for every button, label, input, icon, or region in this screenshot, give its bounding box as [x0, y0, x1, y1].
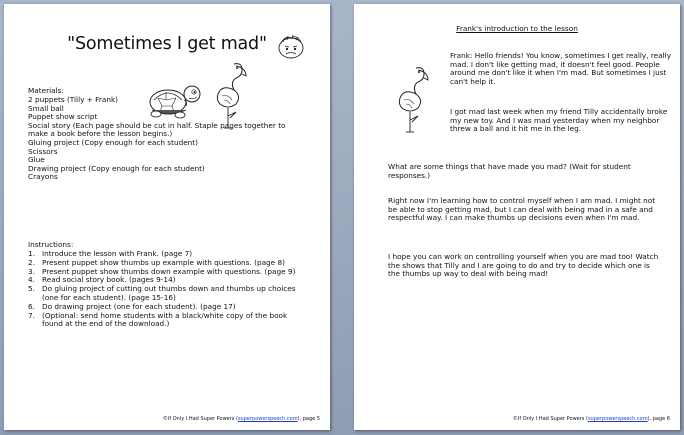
item-text: Do drawing project (one for each student). (page 17): [42, 301, 236, 311]
list-item: Gluing project (Copy enough for each student): [28, 137, 199, 147]
item-number: 3.: [28, 266, 35, 276]
item-text: Introduce the lesson with Frank. (page 7): [42, 249, 193, 258]
item-text: Read social story book. (pages 9-14): [42, 275, 176, 285]
item-number: 4.: [28, 275, 35, 285]
item-text: (Optional: send home students with a black/white copy of the book found at the end of the download.): [42, 310, 288, 329]
footer-prefix: ©If Only I Had Super Powers (: [162, 416, 238, 422]
item-number: 7.: [28, 310, 35, 320]
list-item: [28, 285, 308, 303]
materials-heading: Materials:: [28, 86, 64, 95]
materials-list: [28, 96, 306, 182]
item-text: Present puppet show thumbs down example with questions. (page 9): [42, 266, 296, 276]
page-5: [4, 4, 330, 430]
footer-prefix: ©If Only I Had Super Powers (: [512, 416, 588, 422]
footer-link[interactable]: superpowerspeech.com: [587, 416, 648, 422]
list-item: Glue: [28, 155, 45, 165]
page-footer: [163, 416, 320, 422]
page-6: [354, 4, 680, 430]
item-number: 1.: [28, 249, 35, 258]
list-item: Puppet show script: [28, 112, 98, 122]
item-number: 6.: [28, 301, 35, 311]
list-item: Small ball: [28, 103, 64, 113]
mad-face-icon: [276, 34, 306, 60]
item-text: Present puppet show thumbs up example with questions. (page 8): [42, 257, 285, 267]
paragraph: What are some things that have made you mad? (Wait for student responses.): [388, 162, 631, 180]
item-number: 2.: [28, 257, 35, 267]
page-title: "Sometimes I get mad": [67, 34, 267, 54]
footer-suffix: ), page 6: [647, 416, 670, 422]
paragraph: I got mad last week when my friend Tilly accidentally broke my new toy. And I was mad yesterday when my neighbor threw a ball and it hit me in the leg.: [450, 107, 668, 134]
paragraph: I hope you can work on controlling yourself when you are mad too! Watch the shows that Tilly and I are going to do and try to decide which one is the thumbs up way to deal with being mad!: [388, 252, 659, 279]
list-item: Crayons: [28, 172, 58, 182]
paragraph: Right now I'm learning how to control myself when I am mad. I might not be able to stop getting mad, but I can deal with being mad in a safe and respectful way. I can make thumbs up decisions even when I'm mad.: [388, 196, 656, 223]
list-item: 2 puppets (Tilly + Frank): [28, 95, 119, 104]
list-item: [28, 312, 308, 330]
footer-link[interactable]: superpowerspeech.com: [237, 416, 298, 422]
page-heading: Frank's introduction to the lesson: [456, 24, 578, 33]
list-item: Social story (Each page should be cut in half. Staple pages together to make a book before the lesson begins.): [28, 120, 286, 139]
page-footer: [513, 416, 670, 422]
instructions-list: [28, 250, 308, 329]
item-text: Do gluing project of cutting out thumbs down and thumbs up choices (one for each student). (page 15-16): [42, 284, 296, 302]
list-item: Drawing project (Copy enough for each student): [28, 163, 205, 173]
item-number: 5.: [28, 284, 35, 294]
instructions-heading: Instructions:: [28, 240, 74, 249]
list-item: Scissors: [28, 146, 58, 156]
paragraph: Frank: Hello friends! You know, sometimes I get really, really mad. I don't like getting mad, it doesn't feel good. People around me don't like it when I'm mad. But sometimes I just can't help it.: [450, 51, 672, 87]
flamingo-illustration: [394, 64, 430, 136]
footer-suffix: ), page 5: [297, 416, 320, 422]
